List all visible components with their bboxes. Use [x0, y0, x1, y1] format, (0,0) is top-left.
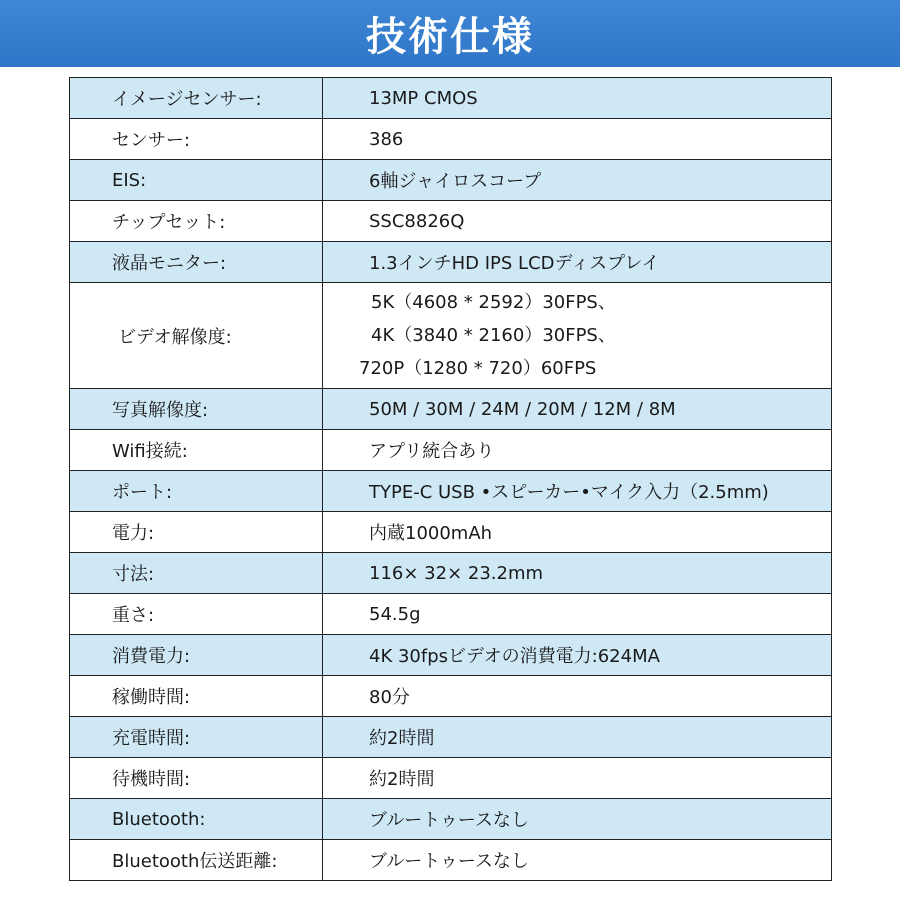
spec-row-wifi — [70, 430, 832, 471]
video-line: 5K（4608 * 2592）30FPS、 — [371, 292, 616, 313]
spec-row-weight — [70, 594, 832, 635]
video-line: 4K（3840 * 2160）30FPS、 — [371, 325, 616, 346]
page-title: 技術仕様 — [366, 14, 534, 60]
spec-label: 充電時間: — [70, 717, 323, 758]
spec-value: 4K 30fpsビデオの消費電力:624MA — [323, 635, 832, 676]
spec-row-chipset — [70, 201, 832, 242]
spec-row-port — [70, 471, 832, 512]
spec-row-video — [70, 283, 832, 389]
spec-label: 消費電力: — [70, 635, 323, 676]
spec-row-lcd — [70, 242, 832, 283]
spec-row-dimensions — [70, 553, 832, 594]
spec-row-bluetooth — [70, 799, 832, 840]
spec-row-charge-time — [70, 717, 832, 758]
spec-value-multiline — [323, 283, 832, 389]
spec-label: イメージセンサー: — [70, 78, 323, 119]
spec-row-photo — [70, 389, 832, 430]
spec-label: 寸法: — [70, 553, 323, 594]
spec-row-image-sensor — [70, 78, 832, 119]
video-line: 720P（1280 * 720）60FPS — [359, 358, 597, 379]
spec-value: 13MP CMOS — [323, 78, 832, 119]
spec-row-eis — [70, 160, 832, 201]
title-banner — [0, 0, 900, 67]
spec-label: 重さ: — [70, 594, 323, 635]
spec-label: 電力: — [70, 512, 323, 553]
spec-label: Bluetooth伝送距離: — [70, 840, 323, 881]
spec-label: Bluetooth: — [70, 799, 323, 840]
spec-row-consumption — [70, 635, 832, 676]
spec-row-runtime — [70, 676, 832, 717]
spec-label: 液晶モニター: — [70, 242, 323, 283]
spec-value: 内蔵1000mAh — [323, 512, 832, 553]
spec-label: Wifi接続: — [70, 430, 323, 471]
spec-row-power — [70, 512, 832, 553]
spec-value: 約2時間 — [323, 717, 832, 758]
spec-label: 稼働時間: — [70, 676, 323, 717]
spec-value: アプリ統合あり — [323, 430, 832, 471]
spec-value: ブルートゥースなし — [323, 799, 832, 840]
spec-label: EIS: — [70, 160, 323, 201]
spec-label: 写真解像度: — [70, 389, 323, 430]
spec-value: 116× 32× 23.2mm — [323, 553, 832, 594]
spec-value: 約2時間 — [323, 758, 832, 799]
spec-value: 80分 — [323, 676, 832, 717]
spec-value: TYPE-C USB •スピーカー•マイク入力（2.5mm) — [323, 471, 832, 512]
spec-label: センサー: — [70, 119, 323, 160]
spec-value: 1.3インチHD IPS LCDディスプレイ — [323, 242, 832, 283]
spec-value: SSC8826Q — [323, 201, 832, 242]
spec-label: ポート: — [70, 471, 323, 512]
spec-row-bt-range — [70, 840, 832, 881]
spec-value: ブルートゥースなし — [323, 840, 832, 881]
spec-value: 386 — [323, 119, 832, 160]
spec-value: 6軸ジャイロスコープ — [323, 160, 832, 201]
spec-value: 50M / 30M / 24M / 20M / 12M / 8M — [323, 389, 832, 430]
spec-label: ビデオ解像度: — [70, 283, 323, 389]
spec-label: 待機時間: — [70, 758, 323, 799]
spec-value: 54.5g — [323, 594, 832, 635]
spec-row-sensor — [70, 119, 832, 160]
spec-label: チップセット: — [70, 201, 323, 242]
spec-row-standby-time — [70, 758, 832, 799]
spec-table — [69, 77, 832, 881]
